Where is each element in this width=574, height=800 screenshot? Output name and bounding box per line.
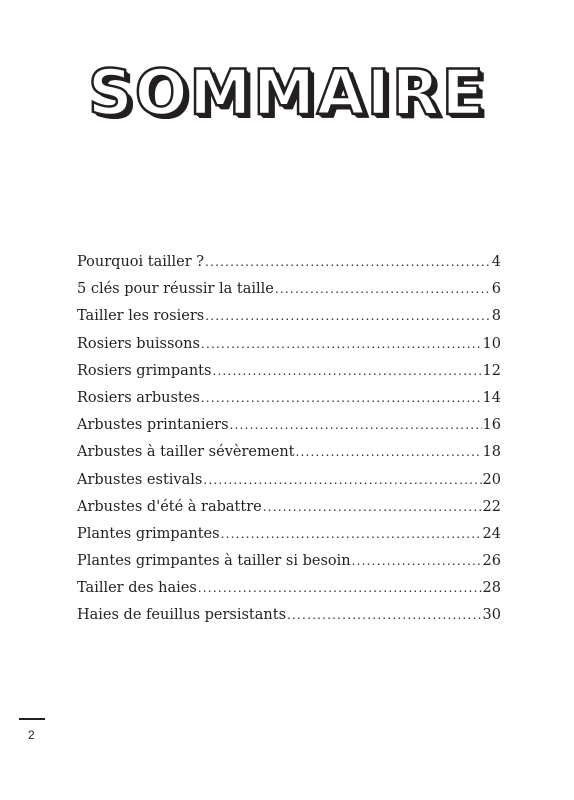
toc-entry xyxy=(77,385,501,412)
toc-dot-leader xyxy=(212,358,481,385)
table-of-contents xyxy=(77,249,501,630)
toc-entry-label: Arbustes d'été à rabattre xyxy=(77,498,262,515)
toc-entry-page: 30 xyxy=(482,607,501,624)
toc-entry-label: Arbustes à tailler sévèrement xyxy=(77,444,295,461)
toc-dot-leader xyxy=(205,303,491,330)
toc-entry-page: 16 xyxy=(482,417,501,434)
page-title: SOMMAIRE xyxy=(88,56,486,129)
toc-entry-page: 12 xyxy=(482,362,501,379)
toc-entry-label: Rosiers buissons xyxy=(77,335,200,352)
folio-rule xyxy=(19,718,45,720)
page-number: 2 xyxy=(28,728,35,742)
toc-entry-page: 18 xyxy=(482,444,501,461)
toc-entry xyxy=(77,331,501,358)
toc-entry-label: Plantes grimpantes à tailler si besoin xyxy=(77,553,351,570)
toc-entry-page: 24 xyxy=(482,525,501,542)
toc-dot-leader xyxy=(203,467,481,494)
toc-entry-label: Rosiers grimpants xyxy=(77,362,212,379)
toc-entry xyxy=(77,276,501,303)
toc-entry-page: 20 xyxy=(482,471,501,488)
toc-entry-page: 4 xyxy=(491,254,501,270)
toc-entry xyxy=(77,249,501,276)
toc-dot-leader xyxy=(287,602,482,629)
toc-dot-leader xyxy=(296,439,482,466)
toc-entry-page: 22 xyxy=(482,498,501,515)
toc-entry xyxy=(77,358,501,385)
toc-entry-page: 14 xyxy=(482,389,501,406)
toc-entry xyxy=(77,494,501,521)
toc-entry xyxy=(77,602,501,629)
toc-dot-leader xyxy=(352,548,482,575)
toc-entry-label: Arbustes estivals xyxy=(77,471,203,488)
toc-entry-label: Haies de feuillus persistants xyxy=(77,607,287,624)
toc-entry-label: Tailler des haies xyxy=(77,580,197,597)
toc-entry xyxy=(77,412,501,439)
toc-dot-leader xyxy=(230,412,482,439)
toc-entry-page: 6 xyxy=(491,281,501,298)
toc-dot-leader xyxy=(198,575,482,602)
toc-entry-label: 5 clés pour réussir la taille xyxy=(77,281,274,298)
toc-entry xyxy=(77,548,501,575)
toc-entry-label: Arbustes printaniers xyxy=(77,417,229,434)
toc-dot-leader xyxy=(201,331,482,358)
toc-entry xyxy=(77,439,501,466)
toc-dot-leader xyxy=(221,521,482,548)
toc-dot-leader xyxy=(205,249,491,276)
toc-entry-page: 10 xyxy=(482,335,501,352)
toc-entry-label: Rosiers arbustes xyxy=(77,389,200,406)
toc-dot-leader xyxy=(263,494,482,521)
toc-entry-page: 28 xyxy=(482,580,501,597)
toc-entry xyxy=(77,303,501,330)
toc-dot-leader xyxy=(275,276,491,303)
toc-dot-leader xyxy=(201,385,482,412)
toc-entry-label: Plantes grimpantes xyxy=(77,525,220,542)
toc-entry-label: Pourquoi tailler ? xyxy=(77,254,205,270)
toc-entry-page: 8 xyxy=(491,308,501,325)
toc-entry xyxy=(77,521,501,548)
toc-entry-label: Tailler les rosiers xyxy=(77,308,205,325)
toc-entry-page: 26 xyxy=(482,553,501,570)
toc-entry xyxy=(77,575,501,602)
toc-entry xyxy=(77,467,501,494)
